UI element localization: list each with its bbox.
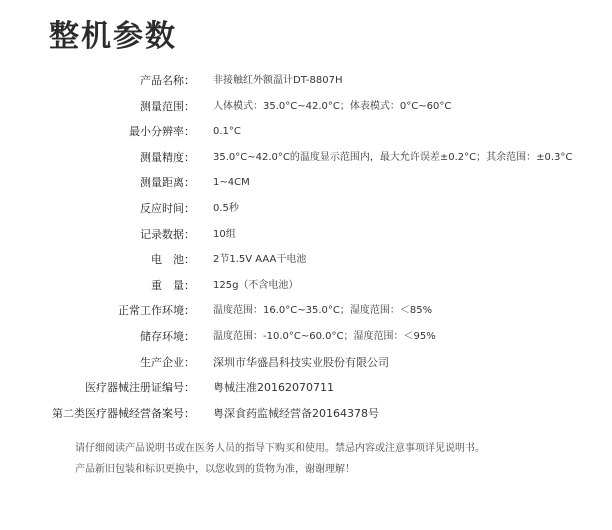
spec-value: 温度范围：16.0°C~35.0°C；湿度范围：＜85% (213, 305, 433, 317)
spec-row-battery (0, 252, 612, 278)
spec-value: 人体模式：35.0°C~42.0°C；体表模式：0°C~60°C (213, 100, 452, 112)
spec-label: 反应时间： (140, 201, 195, 215)
spec-label: 测量精度： (140, 150, 195, 164)
spec-label: 第二类医疗器械经营备案号： (52, 406, 195, 420)
spec-row-accuracy (0, 150, 612, 176)
spec-label: 生产企业： (140, 355, 195, 369)
spec-value: 非接触红外额温计DT-8807H (213, 75, 343, 86)
spec-value: 粤深食药监械经营备20164378号 (213, 406, 379, 420)
spec-value: 粤械注准20162070711 (213, 381, 334, 395)
spec-row-storage-env (0, 329, 612, 355)
page-title: 整机参数 (49, 19, 177, 54)
spec-label: 测量距离： (140, 176, 195, 190)
spec-row-weight (0, 278, 612, 304)
spec-row-resolution (0, 124, 612, 150)
spec-label: 产品名称： (140, 74, 195, 87)
spec-row-registration-no (0, 380, 612, 406)
spec-label: 储存环境： (140, 329, 195, 343)
spec-value: 10组 (213, 228, 236, 240)
spec-row-manufacturer (0, 355, 612, 381)
spec-label: 医疗器械注册证编号： (85, 381, 195, 395)
spec-label: 电 池： (151, 253, 195, 267)
spec-row-response-time (0, 201, 612, 227)
spec-row-product-name (0, 73, 612, 99)
spec-label: 正常工作环境： (118, 304, 195, 318)
spec-value: 1~4CM (213, 177, 250, 189)
note-line: 请仔细阅读产品说明书或在医务人员的指导下购买和使用。禁忌内容或注意事项详见说明书。 (75, 443, 485, 454)
spec-label: 最小分辨率： (129, 125, 195, 139)
spec-row-distance (0, 175, 612, 201)
note-line: 产品新旧包装和标识更换中，以您收到的货物为准，谢谢理解！ (75, 464, 355, 475)
spec-row-business-filing-no (0, 406, 612, 432)
spec-row-records (0, 227, 612, 253)
spec-label: 重 量： (151, 278, 195, 292)
spec-label: 测量范围： (140, 99, 195, 113)
spec-value: 0.1°C (213, 126, 241, 138)
spec-value: 0.5秒 (213, 202, 239, 214)
spec-row-operating-env (0, 303, 612, 329)
spec-value: 深圳市华盛昌科技实业股份有限公司 (213, 355, 389, 369)
notes (75, 441, 485, 483)
spec-row-measure-range (0, 99, 612, 125)
spec-label: 记录数据： (140, 227, 195, 241)
spec-value: 35.0°C~42.0°C的温度显示范围内，最大允许误差±0.2°C；其余范围：±0.3°C (213, 151, 573, 163)
spec-value: 125g（不含电池） (213, 279, 299, 291)
spec-list (0, 73, 612, 431)
spec-value: 2节1.5V AAA干电池 (213, 254, 307, 266)
spec-value: 温度范围：-10.0°C~60.0°C；湿度范围：＜95% (213, 330, 436, 342)
